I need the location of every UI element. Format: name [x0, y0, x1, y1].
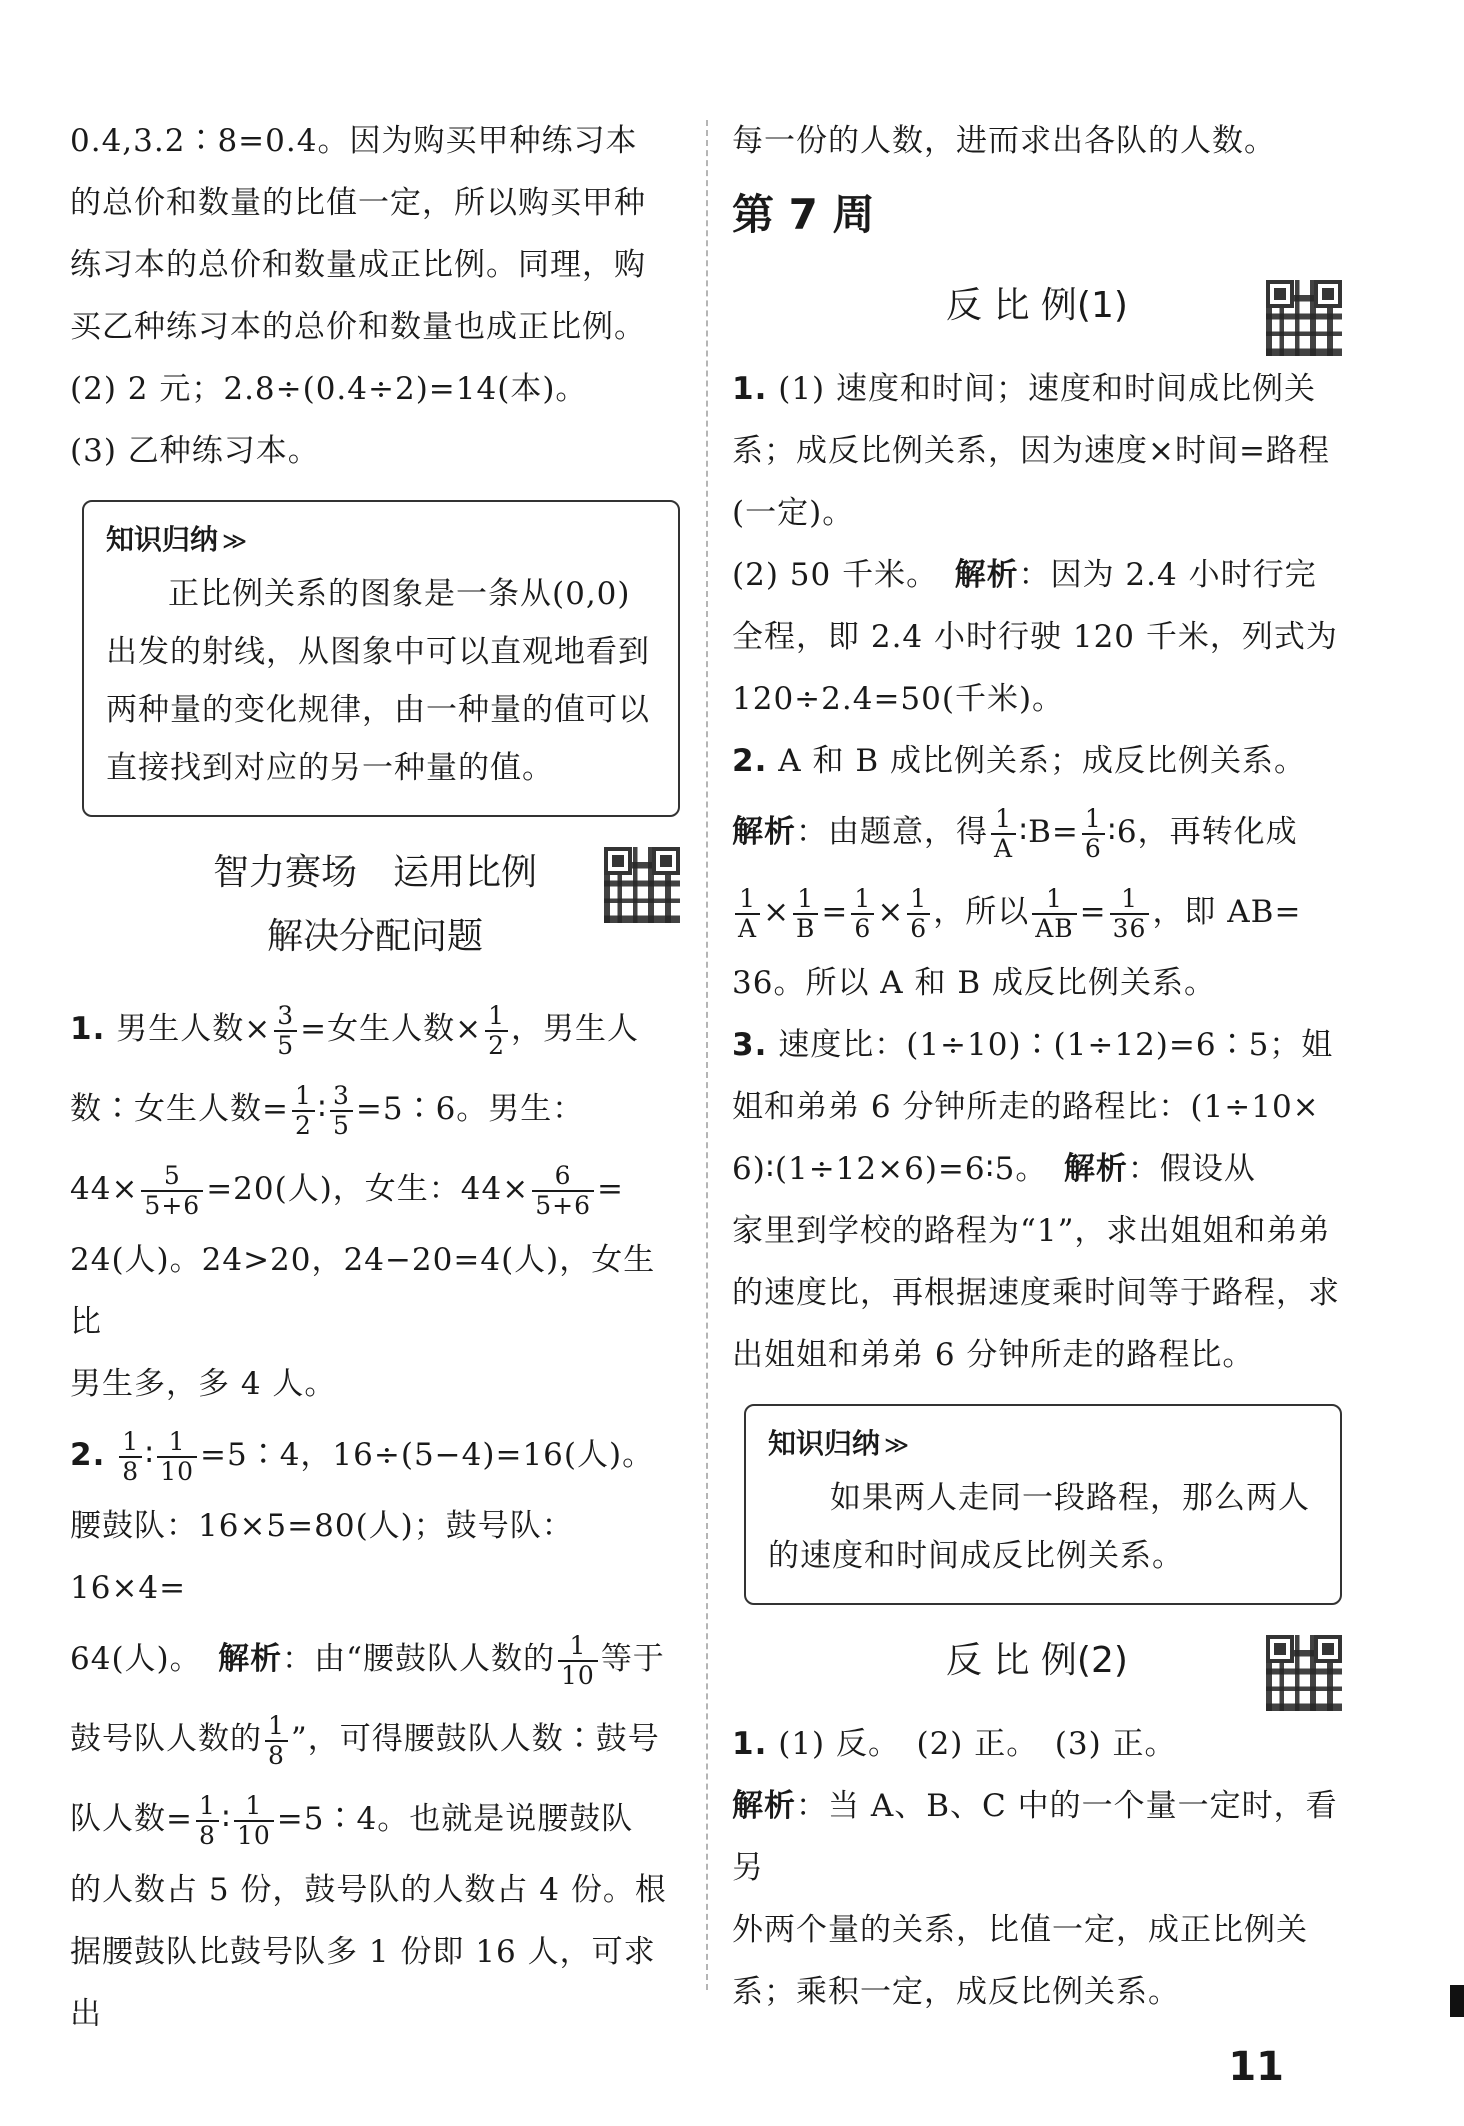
answer-line: 男生多，多 4 人。 [70, 1366, 337, 1402]
column-divider [706, 120, 708, 1990]
analysis-label: 解析 [1063, 1151, 1128, 1187]
left-column [70, 110, 680, 2045]
right-column [732, 110, 1342, 2023]
fraction: $\frac{1}{10}$ [558, 1632, 598, 1690]
answer-line: (2) 50 千米。 解析：因为 2.4 小时行完 [732, 557, 1317, 593]
analysis-label: 解析 [732, 814, 796, 850]
answer-line: 1. 男生人数× $\frac{3}{5}$ =女生人数× $\frac{1}{2}$ ，男生人 [70, 1000, 639, 1060]
fraction: $\frac{1}{6}$ [907, 885, 930, 943]
section-title-allocation: 智力赛场 运用比例 解决分配问题 [70, 841, 680, 969]
fraction: $\frac{5}{5+6}$ [141, 1162, 203, 1220]
answer-line: 36。所以 A 和 B 成反比例关系。 [732, 965, 1217, 1001]
answer-line: 1. (1) 速度和时间；速度和时间成比例关 [732, 371, 1316, 407]
answer-line: 腰鼓队：16×5=80(人)；鼓号队：16×4= [70, 1508, 574, 1606]
answer-line: (一定)。 [732, 495, 855, 531]
knowledge-summary-text: 如果两人走同一段路程，那么两人的速度和时间成反比例关系。 [768, 1480, 1310, 1574]
knowledge-summary-title: 知识归纳 ≫ [768, 1427, 910, 1460]
answer-line: 24(人)。24>20，24−20=4(人)，女生比 [70, 1242, 656, 1340]
analysis-label: 解析 [954, 557, 1019, 593]
fraction: $\frac{1}{10}$ [234, 1792, 274, 1850]
answer-line: 队人数= $\frac{1}{8}$ ∶ $\frac{1}{10}$ =5∶4。也就是说腰鼓队 [70, 1790, 634, 1850]
analysis-label: 解析 [218, 1641, 283, 1677]
answer-line: 6)∶(1÷12×6)=6∶5。 解析：假设从 [732, 1151, 1256, 1187]
fraction: $\frac{1}{A}$ [735, 885, 760, 943]
fraction: $\frac{1}{6}$ [851, 885, 874, 943]
answer-line: $\frac{1}{A}$ × $\frac{1}{B}$ = $\frac{1}{6}$ × $\frac{1}{6}$ ，所以 $\frac{1}{AB}$ = $\frac{1}{36}$ ，即 AB= [732, 872, 1342, 952]
page-number: 11 [1228, 2044, 1284, 2090]
answer-line: 数∶女生人数= $\frac{1}{2}$ ∶ $\frac{3}{5}$ =5∶6。男生： [70, 1080, 585, 1140]
qr-code-icon[interactable] [604, 847, 680, 923]
week-title: 第 7 周 [732, 190, 875, 239]
answer-line: 的人数占 5 份，鼓号队的人数占 4 份。根 [70, 1872, 667, 1908]
qr-code-icon[interactable] [1266, 1635, 1342, 1711]
double-chevron-icon: ≫ [222, 527, 248, 555]
answer-line: 44× $\frac{5}{5+6}$ =20(人)，女生：44× $\frac{6}{5+6}$ = [70, 1160, 624, 1220]
answer-line: 出姐姐和弟弟 6 分钟所走的路程比。 [732, 1337, 1255, 1373]
fraction: $\frac{1}{36}$ [1110, 885, 1150, 943]
text-line: (3) 乙种练习本。 [70, 433, 320, 469]
fraction: $\frac{6}{5+6}$ [532, 1162, 594, 1220]
fraction: $\frac{1}{A}$ [991, 805, 1016, 863]
text-line: 买乙种练习本的总价和数量也成正比例。 [70, 309, 646, 345]
answer-line: 姐和弟弟 6 分钟所走的路程比：(1÷10× [732, 1089, 1320, 1125]
knowledge-summary-text: 正比例关系的图象是一条从(0,0)出发的射线，从图象中可以直观地看到两种量的变化规律，由一种量的值可以直接找到对应的另一种量的值。 [106, 576, 650, 786]
fraction: $\frac{1}{2}$ [292, 1082, 315, 1140]
answer-line: 外两个量的关系，比值一定，成正比例关 [732, 1912, 1308, 1948]
fraction: $\frac{1}{AB}$ [1032, 885, 1076, 943]
knowledge-summary-title: 知识归纳 ≫ [106, 523, 248, 556]
answer-line: 的速度比，再根据速度乘时间等于路程，求 [732, 1275, 1340, 1311]
text-line: 的总价和数量的比值一定，所以购买甲种 [70, 185, 646, 221]
analysis-label: 解析 [732, 1788, 796, 1824]
answer-line: 全程，即 2.4 小时行驶 120 千米，列式为 [732, 619, 1338, 655]
fraction: $\frac{1}{8}$ [196, 1792, 219, 1850]
edge-tab-mark [1450, 1985, 1464, 2017]
answer-line: 系；成反比例关系，因为速度×时间=路程 [732, 433, 1330, 469]
fraction: $\frac{3}{5}$ [330, 1082, 353, 1140]
fraction: $\frac{1}{2}$ [485, 1002, 508, 1060]
text-line: (2) 2 元；2.8÷(0.4÷2)=14(本)。 [70, 371, 588, 407]
answer-line: 鼓号队人数的 $\frac{1}{8}$ ”，可得腰鼓队人数∶鼓号 [70, 1710, 660, 1770]
knowledge-summary-box [744, 1404, 1342, 1605]
answer-line: 家里到学校的路程为“1”，求出姐姐和弟弟 [732, 1213, 1331, 1249]
answer-line: 2. $\frac{1}{8}$ ∶ $\frac{1}{10}$ =5∶4，16÷(5−4)=16(人)。 [70, 1426, 655, 1486]
section-title-inverse-1: 反 比 例(1) [732, 274, 1342, 338]
answer-line: 2. A 和 B 成比例关系；成反比例关系。 [732, 743, 1306, 779]
answer-line: 解析：由题意，得 $\frac{1}{A}$ ∶B= $\frac{1}{6}$ ∶6，再转化成 [732, 803, 1298, 863]
section-title-inverse-2: 反 比 例(2) [732, 1629, 1342, 1693]
answer-line: 系；乘积一定，成反比例关系。 [732, 1974, 1180, 2010]
answer-line: 64(人)。 解析：由“腰鼓队人数的 $\frac{1}{10}$ 等于 [70, 1630, 665, 1690]
fraction: $\frac{1}{10}$ [157, 1428, 197, 1486]
fraction: $\frac{1}{B}$ [793, 885, 818, 943]
knowledge-summary-box [82, 500, 680, 817]
text-line: 0.4,3.2∶8=0.4。因为购买甲种练习本 [70, 123, 638, 159]
fraction: $\frac{1}{8}$ [119, 1428, 142, 1486]
answer-line: 解析：当 A、B、C 中的一个量一定时，看另 [732, 1788, 1338, 1886]
fraction: $\frac{1}{6}$ [1082, 805, 1105, 863]
answer-line: 1. (1) 反。 (2) 正。 (3) 正。 [732, 1726, 1177, 1762]
text-line: 练习本的总价和数量成正比例。同理，购 [70, 247, 646, 283]
qr-code-icon[interactable] [1266, 280, 1342, 356]
answer-line: 据腰鼓队比鼓号队多 1 份即 16 人，可求出 [70, 1934, 656, 2032]
double-chevron-icon: ≫ [884, 1431, 910, 1459]
fraction: $\frac{1}{8}$ [265, 1712, 288, 1770]
fraction: $\frac{3}{5}$ [274, 1002, 297, 1060]
text-line: 每一份的人数，进而求出各队的人数。 [732, 123, 1276, 159]
answer-line: 120÷2.4=50(千米)。 [732, 681, 1065, 717]
answer-line: 3. 速度比：(1÷10)∶(1÷12)=6∶5；姐 [732, 1027, 1334, 1063]
